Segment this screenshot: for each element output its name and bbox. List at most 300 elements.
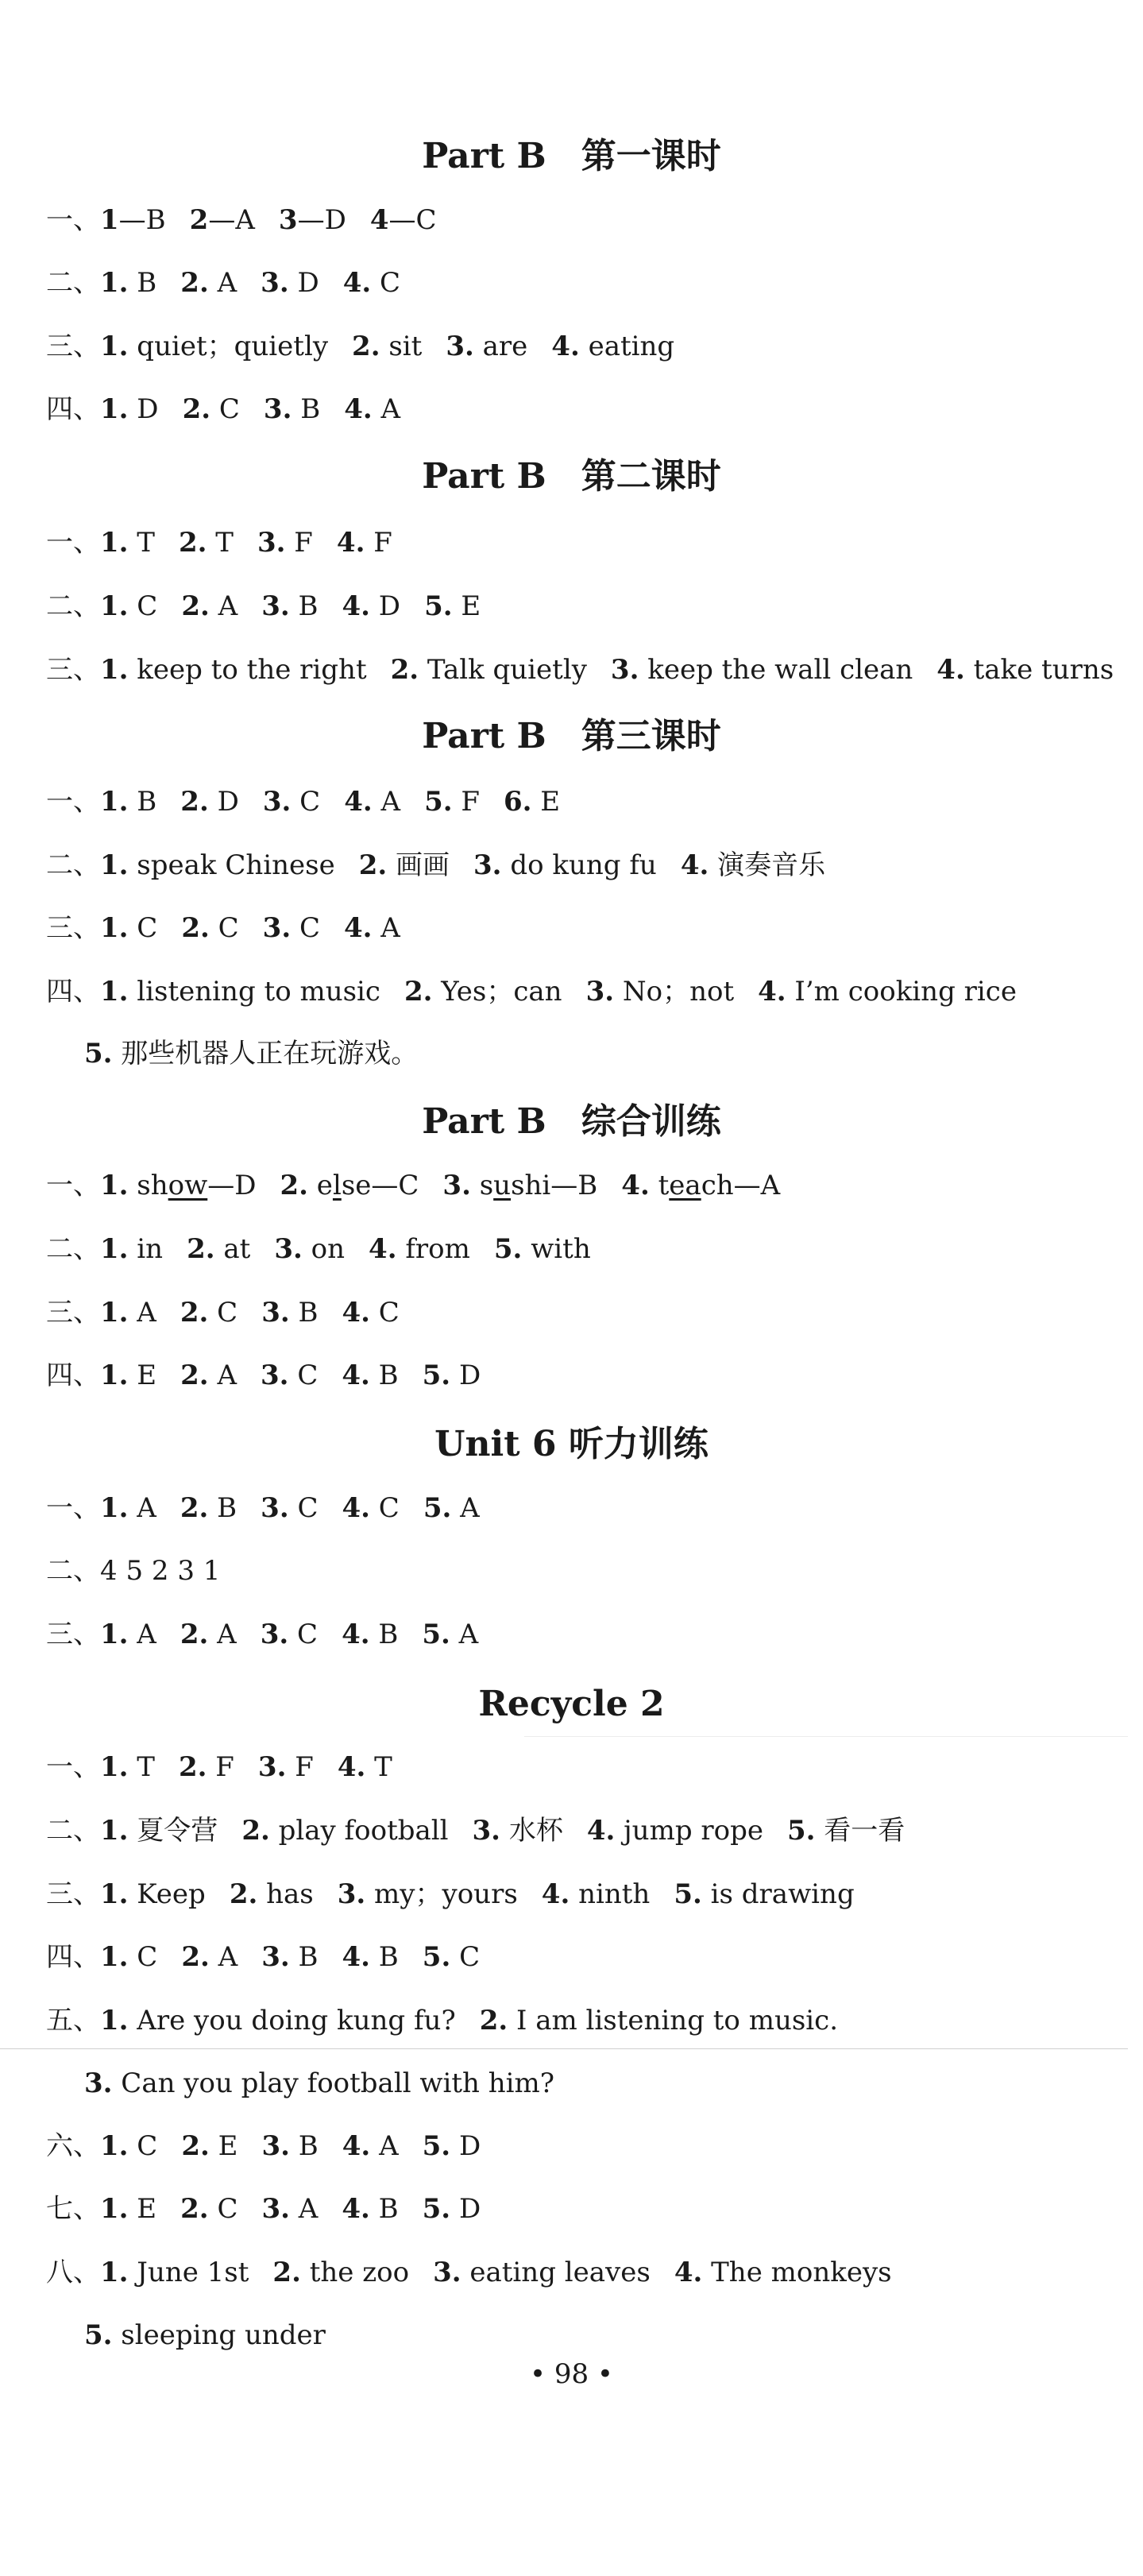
- item-number: 4.: [680, 849, 709, 881]
- item-number: 2.: [272, 2257, 301, 2288]
- answer-item: [100, 912, 157, 944]
- answer-text: quiet；quietly: [128, 331, 329, 362]
- answer-item: [681, 849, 825, 881]
- answer-item: [433, 2257, 651, 2288]
- answer-text: sleeping under: [112, 2319, 326, 2351]
- item-number: 3.: [473, 849, 502, 881]
- answer-text: D: [370, 590, 401, 622]
- item-number: 2.: [280, 1170, 308, 1201]
- answer-item: [424, 786, 480, 818]
- answer-line: [46, 651, 1137, 689]
- answer-item: [230, 1878, 314, 1910]
- item-number: 1.: [100, 1170, 129, 1201]
- answer-line: [46, 783, 584, 821]
- answer-text: C: [208, 2193, 238, 2225]
- item-number: 3.: [442, 1170, 471, 1201]
- question-number: 一、: [46, 527, 100, 559]
- answer-text: ninth: [570, 1878, 651, 1910]
- answer-text: —C: [388, 204, 437, 236]
- item-number: 5.: [423, 1492, 452, 1524]
- answer-item: [261, 1297, 318, 1329]
- answer-line: [46, 1615, 502, 1654]
- answer-item: [100, 2130, 157, 2162]
- answer-item: [100, 1492, 156, 1524]
- answer-text: A: [128, 1619, 156, 1650]
- answer-line: [46, 201, 461, 239]
- answer-item: [338, 1751, 392, 1783]
- answer-text: 水杯: [500, 1815, 563, 1847]
- answer-item: [180, 1492, 237, 1524]
- answer-text: C: [291, 786, 321, 818]
- answer-item: [274, 1233, 345, 1265]
- answer-text: Can you play football with him?: [112, 2067, 554, 2099]
- item-number: 4.: [586, 1815, 616, 1847]
- answer-text: 看一看: [815, 1815, 906, 1847]
- answer-item: [446, 331, 527, 362]
- answer-item: [343, 267, 400, 299]
- item-number: 4.: [336, 527, 365, 559]
- answer-item: [100, 654, 367, 686]
- answer-item: [344, 912, 400, 944]
- answer-text: A: [289, 2193, 319, 2225]
- answer-line: [84, 2064, 578, 2102]
- item-number: 3.: [257, 527, 286, 559]
- question-number: 五、: [46, 2005, 100, 2036]
- answer-item: [261, 1619, 318, 1650]
- section-heading: Part B 第三课时: [422, 716, 721, 756]
- answer-text: jump rope: [615, 1815, 763, 1847]
- answer-text: I’m cooking rice: [786, 976, 1017, 1008]
- answer-item: [180, 267, 237, 299]
- item-number: 2.: [352, 331, 380, 362]
- item-number: 4.: [342, 2130, 371, 2162]
- item-number: 2.: [180, 2193, 209, 2225]
- answer-text: Are you doing kung fu?: [128, 2005, 456, 2036]
- answer-text: B: [208, 1492, 237, 1524]
- answer-item: [342, 590, 401, 622]
- item-number: 4.: [342, 1619, 370, 1650]
- answer-text: sit: [380, 331, 423, 362]
- answer-text: C: [291, 912, 320, 944]
- answer-item: [344, 786, 400, 818]
- item-number: 1.: [100, 786, 129, 818]
- answer-line: [46, 524, 416, 562]
- answer-line: [46, 2002, 862, 2040]
- section-heading: Part B 综合训练: [422, 1101, 721, 1142]
- answer-text: keep to the right: [128, 654, 367, 686]
- answer-item: [84, 2067, 554, 2099]
- answer-item: [100, 393, 159, 425]
- item-number: 3.: [263, 393, 292, 425]
- answer-text: C: [288, 1492, 319, 1524]
- item-number: 1.: [100, 654, 129, 686]
- answer-item: [674, 2257, 892, 2288]
- item-number: 3.: [261, 2193, 290, 2225]
- answer-text: B: [289, 590, 319, 622]
- item-number: 1.: [100, 1360, 129, 1391]
- answer-text: D: [128, 393, 159, 425]
- answer-line: [46, 1938, 504, 1976]
- answer-text: A: [370, 2130, 399, 2162]
- answer-item: [424, 590, 481, 622]
- answer-item: [758, 976, 1017, 1008]
- item-number: 1.: [100, 527, 129, 559]
- item-number: 4.: [344, 393, 373, 425]
- section-heading: Part B 第二课时: [422, 456, 721, 497]
- answer-text: F: [452, 786, 480, 818]
- item-number: 4.: [551, 331, 580, 362]
- answer-item: [586, 976, 735, 1008]
- item-number: 2.: [180, 267, 209, 299]
- answer-item: [100, 1360, 156, 1391]
- answer-text: B: [369, 1360, 399, 1391]
- answer-text: A: [372, 786, 401, 818]
- answer-text: C: [208, 1297, 238, 1329]
- answer-item: [264, 393, 320, 425]
- item-number: 3.: [262, 912, 292, 944]
- answer-text: keep the wall clean: [639, 654, 913, 686]
- answer-text: B: [289, 1297, 319, 1329]
- item-number: 3.: [261, 1297, 290, 1329]
- item-number: 2.: [182, 393, 211, 425]
- answer-item: [100, 1170, 257, 1201]
- answer-text: are: [473, 331, 528, 362]
- answer-line: [46, 1356, 504, 1394]
- answer-item: [422, 1619, 478, 1650]
- answer-text: e: [308, 1170, 333, 1201]
- answer-item: [442, 1170, 597, 1201]
- question-number: 二、: [46, 1815, 100, 1847]
- item-number: 3.: [261, 1360, 289, 1391]
- answer-text: eating: [579, 331, 675, 362]
- item-number: 4: [369, 204, 389, 236]
- answer-item: [100, 1233, 163, 1265]
- item-number: 4.: [541, 1878, 570, 1910]
- item-number: 1.: [100, 912, 129, 944]
- answer-item: [342, 1297, 400, 1329]
- item-number: 6.: [503, 786, 532, 818]
- item-number: 3.: [337, 1878, 366, 1910]
- answer-item: [370, 204, 437, 236]
- answer-item: [342, 2130, 399, 2162]
- answer-line: [46, 2253, 916, 2292]
- item-number: 4.: [936, 654, 965, 686]
- item-number: 5.: [84, 1038, 113, 1069]
- answer-text: A: [372, 912, 400, 944]
- item-number: 1.: [100, 393, 129, 425]
- answer-text: F: [207, 1751, 234, 1783]
- answer-text: A: [208, 1360, 237, 1391]
- item-number: 1.: [100, 976, 129, 1008]
- answer-item: [391, 654, 587, 686]
- answer-text: C: [209, 912, 239, 944]
- item-number: 3.: [261, 2130, 290, 2162]
- answer-text: in: [128, 1233, 164, 1265]
- answer-item: [100, 1815, 218, 1847]
- underlined-letters: ea: [669, 1170, 701, 1201]
- answer-item: [183, 393, 240, 425]
- answer-line: [46, 973, 1041, 1011]
- answer-line: [46, 846, 849, 884]
- answer-text: play football: [269, 1815, 449, 1847]
- item-number: 4.: [342, 1360, 370, 1391]
- item-number: 4.: [342, 2193, 370, 2225]
- answer-item: [179, 527, 234, 559]
- item-number: 1.: [100, 2257, 129, 2288]
- answer-item: [84, 1038, 418, 1069]
- question-number: 七、: [46, 2193, 100, 2225]
- answer-text: A: [128, 1492, 156, 1524]
- item-number: 2.: [358, 849, 388, 881]
- answer-text: B: [370, 1941, 399, 1973]
- answer-text: C: [370, 1492, 400, 1524]
- answer-text: D: [450, 1360, 481, 1391]
- answer-item: [473, 1815, 563, 1847]
- item-number: 1.: [100, 1297, 129, 1329]
- answer-text: T: [128, 1751, 155, 1783]
- answer-line: [46, 1875, 878, 1913]
- answer-item: [423, 2193, 481, 2225]
- item-number: 5.: [422, 2193, 451, 2225]
- answer-item: [261, 267, 319, 299]
- answer-text: A: [208, 267, 237, 299]
- answer-item: [423, 1360, 481, 1391]
- item-number: 3.: [261, 1492, 289, 1524]
- answer-text: D: [208, 786, 239, 818]
- answer-text: A: [208, 1619, 237, 1650]
- answer-text: C: [370, 1297, 400, 1329]
- item-number: 2.: [179, 1751, 207, 1783]
- answer-text: take turns: [964, 654, 1114, 686]
- underlined-letters: ow: [168, 1170, 208, 1201]
- item-number: 2.: [180, 1492, 209, 1524]
- item-number: 3.: [610, 654, 639, 686]
- answer-item: [100, 527, 155, 559]
- answer-item: [342, 2193, 398, 2225]
- answer-text: B: [289, 2130, 319, 2162]
- answer-item: [100, 590, 157, 622]
- answer-line: [46, 2127, 504, 2165]
- answer-item: [100, 1941, 157, 1973]
- item-number: 5.: [422, 2130, 451, 2162]
- answer-text: C: [128, 1941, 158, 1973]
- answer-line: [46, 1294, 423, 1332]
- answer-text: eating leaves: [461, 2257, 651, 2288]
- item-number: 2.: [187, 1233, 215, 1265]
- item-number: 1.: [100, 267, 129, 299]
- item-number: 1.: [100, 849, 129, 881]
- question-number: 二、: [46, 267, 100, 299]
- answer-item: [241, 1815, 448, 1847]
- answer-item: [936, 654, 1114, 686]
- answer-item: [100, 331, 328, 362]
- item-number: 1.: [100, 1941, 129, 1973]
- answer-text: A: [450, 1619, 479, 1650]
- question-number: 三、: [46, 654, 100, 686]
- answer-text: T: [128, 527, 155, 559]
- answer-text: B: [128, 267, 157, 299]
- item-number: 4.: [369, 1233, 397, 1265]
- answer-text: B: [292, 393, 321, 425]
- item-number: 1.: [100, 1751, 129, 1783]
- answer-text: C: [450, 1941, 481, 1973]
- answer-text: E: [209, 2130, 238, 2162]
- answer-text: A: [128, 1297, 156, 1329]
- answer-item: [100, 1297, 156, 1329]
- underlined-letters: l: [332, 1170, 342, 1201]
- answer-item: [100, 2193, 156, 2225]
- question-number: 一、: [46, 204, 100, 236]
- question-number: 八、: [46, 2257, 100, 2288]
- answer-item: [342, 1941, 399, 1973]
- answer-text: D: [288, 267, 319, 299]
- item-number: 1.: [100, 1233, 129, 1265]
- answer-text: —A: [208, 204, 255, 236]
- section-heading: Recycle 2: [478, 1684, 665, 1724]
- section-heading: Part B 第一课时: [422, 136, 721, 176]
- answer-text: 夏令营: [128, 1815, 218, 1847]
- answer-item: [181, 590, 237, 622]
- answer-text: C: [128, 912, 158, 944]
- item-number: 5.: [787, 1815, 816, 1847]
- answer-item: [480, 2005, 838, 2036]
- item-number: 3.: [262, 786, 292, 818]
- answer-item: [100, 204, 166, 236]
- answer-item: [261, 590, 318, 622]
- answer-item: [344, 393, 400, 425]
- answer-text: A: [372, 393, 401, 425]
- answer-item: [261, 2193, 318, 2225]
- answer-text: B: [369, 1619, 399, 1650]
- answer-item: [261, 1941, 318, 1973]
- answer-item: [100, 1751, 155, 1783]
- item-number: 5.: [424, 590, 453, 622]
- question-number: 二、: [46, 1233, 100, 1265]
- item-number: 2.: [229, 1878, 258, 1910]
- answer-item: [257, 527, 313, 559]
- answer-text: sh: [128, 1170, 168, 1201]
- answer-line: [46, 1812, 929, 1850]
- item-number: 4.: [342, 1492, 370, 1524]
- answer-item: [542, 1878, 651, 1910]
- answer-text: F: [365, 527, 392, 559]
- section-heading: Unit 6 听力训练: [434, 1424, 709, 1464]
- item-number: 3.: [274, 1233, 303, 1265]
- answer-item: [190, 204, 255, 236]
- answer-item: [181, 1941, 237, 1973]
- answer-text: shi—B: [511, 1170, 598, 1201]
- item-number: 2.: [181, 2130, 210, 2162]
- answer-text: Yes；can: [432, 976, 562, 1008]
- item-number: 2.: [241, 1815, 270, 1847]
- answer-line: [46, 264, 424, 302]
- item-number: 5.: [422, 1941, 451, 1973]
- answer-text: Talk quietly: [419, 654, 587, 686]
- item-number: 4.: [342, 1297, 370, 1329]
- item-number: 4.: [337, 1751, 366, 1783]
- question-number: 三、: [46, 1878, 100, 1910]
- answer-line: [46, 1552, 244, 1590]
- question-number: 四、: [46, 976, 100, 1008]
- question-number: 三、: [46, 331, 100, 362]
- answer-line: [46, 587, 504, 625]
- answer-text: C: [288, 1619, 319, 1650]
- item-number: 2.: [390, 654, 419, 686]
- answer-item: [279, 204, 346, 236]
- answer-text: E: [531, 786, 561, 818]
- answer-text: has: [257, 1878, 314, 1910]
- answer-item: [180, 1619, 237, 1650]
- item-number: 4.: [344, 786, 373, 818]
- answer-text: No；not: [614, 976, 735, 1008]
- answer-text: A: [209, 1941, 238, 1973]
- answer-item: [187, 1233, 250, 1265]
- answer-item: [587, 1815, 763, 1847]
- answer-text: do kung fu: [501, 849, 657, 881]
- item-number: 2: [189, 204, 209, 236]
- item-number: 1: [100, 204, 119, 236]
- item-number: 4.: [674, 2257, 703, 2288]
- answer-item: [342, 1492, 400, 1524]
- item-number: 1.: [100, 590, 129, 622]
- answer-text: C: [288, 1360, 319, 1391]
- question-number: 四、: [46, 393, 100, 425]
- item-number: 4.: [342, 267, 372, 299]
- answer-item: [611, 654, 913, 686]
- question-number: 一、: [46, 786, 100, 818]
- item-number: 2.: [180, 1360, 209, 1391]
- item-number: 3.: [84, 2067, 113, 2099]
- answer-item: [342, 1619, 398, 1650]
- item-number: 2.: [179, 527, 207, 559]
- answer-text: D: [450, 2130, 481, 2162]
- item-number: 2.: [180, 786, 209, 818]
- answer-text: I am listening to music.: [508, 2005, 839, 2036]
- answer-text: speak Chinese: [128, 849, 335, 881]
- item-number: 1.: [100, 1878, 129, 1910]
- item-number: 1.: [100, 331, 129, 362]
- answer-text: C: [371, 267, 401, 299]
- item-number: 5.: [84, 2319, 113, 2351]
- answer-item: [100, 786, 156, 818]
- answer-item: [100, 849, 335, 881]
- answer-text: is drawing: [701, 1878, 855, 1910]
- item-number: 3.: [261, 1941, 290, 1973]
- answer-item: [263, 786, 320, 818]
- answer-line: [46, 1489, 504, 1527]
- answer-text: F: [286, 1751, 314, 1783]
- item-number: 4.: [342, 590, 370, 622]
- question-number: 三、: [46, 1619, 100, 1650]
- item-number: 5.: [422, 1360, 451, 1391]
- item-number: 5.: [422, 1619, 450, 1650]
- answer-line: [46, 390, 424, 428]
- answer-item: [100, 976, 380, 1008]
- item-number: 3.: [261, 590, 290, 622]
- answer-text: t: [649, 1170, 670, 1201]
- answer-item: [100, 267, 156, 299]
- question-number: 二、: [46, 849, 100, 881]
- item-number: 1.: [100, 1815, 129, 1847]
- answer-text: on: [302, 1233, 346, 1265]
- answer-line: [46, 1230, 615, 1268]
- answer-item: [263, 912, 320, 944]
- answer-text: B: [289, 1941, 319, 1973]
- answer-text: D: [450, 2193, 481, 2225]
- answer-text: at: [214, 1233, 251, 1265]
- answer-item: [342, 1360, 398, 1391]
- item-number: 2.: [181, 590, 210, 622]
